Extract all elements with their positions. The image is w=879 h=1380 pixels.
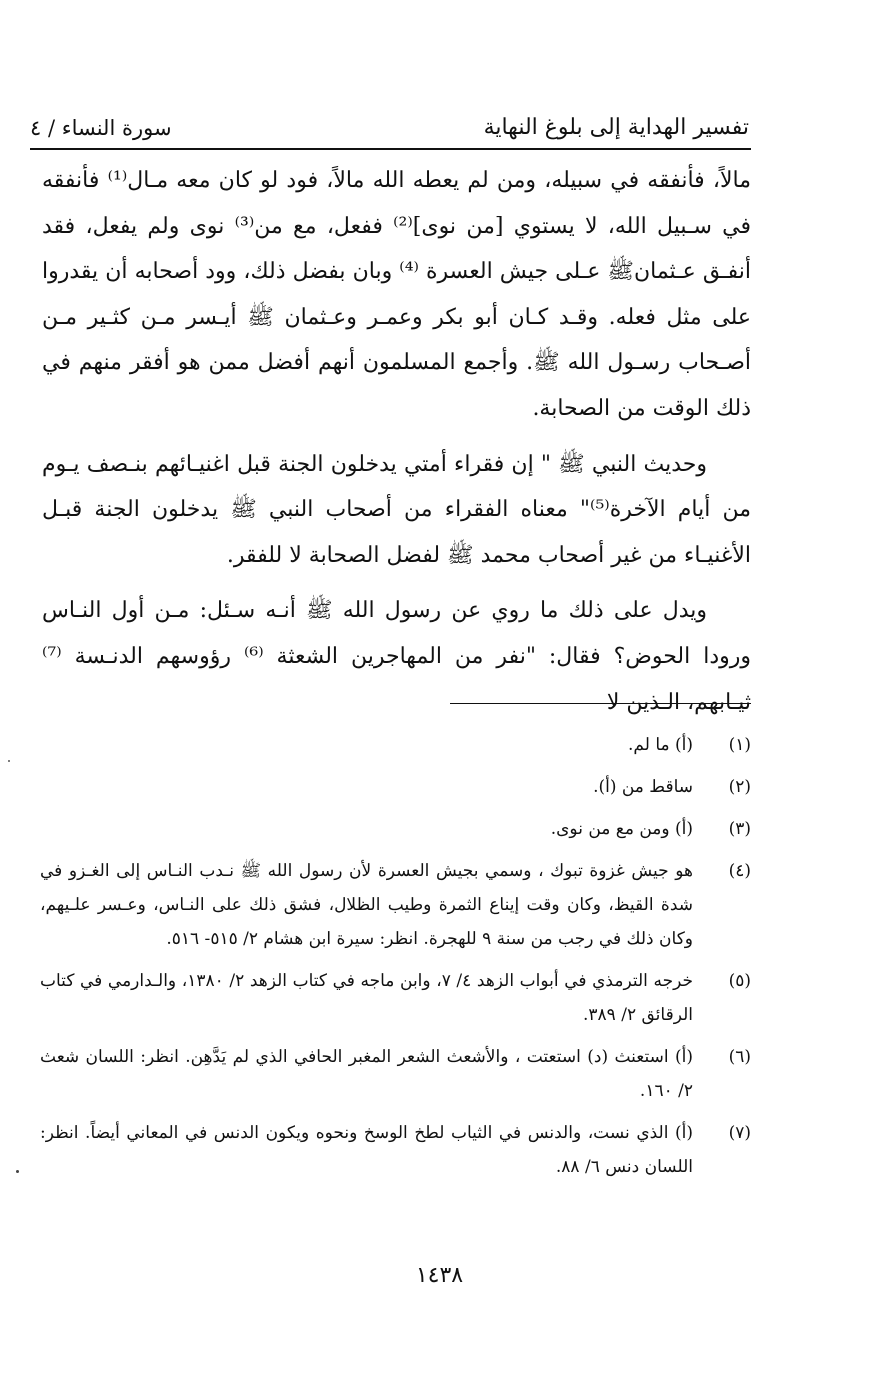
footnote-separator (450, 703, 751, 704)
footnote-number: (٥) (728, 971, 751, 991)
paragraph: ويدل على ذلك ما روي عن رسول الله ﷺ أنـه سـئل: مـن أول النـاس ورودا الحوض؟ فقال: "نفر من المهاجرين الشعثة ⁽⁶⁾ رؤوسهم الدنـسة ⁽⁷⁾ ثيـابهم، الـذين لا (42, 598, 751, 715)
paragraph: مالاً، فأنفقه في سبيله، ومن لم يعطه الله مالاً، فود لو كان معه مـال⁽¹⁾ فأنفقه في سـبيل الله، لا يستوي [من نوى]⁽²⁾ ففعل، مع من⁽³⁾ نوى ولم يفعل، فقد أنفـق عـثمانﷺ عـلى جيش العسرة ⁽⁴⁾ وبان بفضل ذلك، وود أصحابه أن يقدروا على مثل فعله. وقـد كـان أبو بكر وعمـر وعـثمان ﷺ أيـسر مـن كثـير مـن أصـحاب رسـول الله ﷺ. وأجمع المسلمون أنهم أفضل ممن هو أفقر منهم في ذلك الوقت من الصحابة. (42, 168, 752, 421)
footnote-text: خرجه الترمذي في أبواب الزهد ٤/ ٧، وابن ماجه في كتاب الزهد ٢/ ١٣٨٠، والـدارمي في كتاب الرقائق ٢/ ٣٨٩. (40, 971, 693, 1025)
footnote (40, 728, 751, 762)
footnote-number: (٤) (728, 861, 751, 881)
footnote-text: (أ) ما لم. (628, 735, 693, 755)
footnote (40, 770, 751, 804)
footnote-text: (أ) الذي نست، والدنس في الثياب لطخ الوسخ ونحوه ويكون الدنس في المعاني أيضاً. انظر: اللسان دنس ٦/ ٨٨. (40, 1123, 693, 1177)
footnote (40, 1116, 751, 1184)
footnote-text: (أ) استعنث (د) استعتت ، والأشعث الشعر المغبر الحافي الذي لم يَدَّهِن. انظر: اللسان شعث ٢/ ١٦٠. (40, 1047, 693, 1101)
scan-speck (8, 760, 10, 762)
scan-speck (16, 1170, 19, 1173)
footnote-number: (١) (728, 735, 751, 755)
footnote (40, 854, 751, 956)
page-number: ١٤٣٨ (415, 1263, 464, 1288)
paragraph: وحديث النبي ﷺ " إن فقراء أمتي يدخلون الجنة قبل اغنيـائهم بنـصف يـوم من أيام الآخرة⁽⁵⁾" معناه الفقراء من أصحاب النبي ﷺ يدخلون الجنة قبـل الأغنيـاء من غير أصحاب محمد ﷺ لفضل الصحابة لا للفقر. (42, 451, 751, 568)
footnote-number: (٦) (728, 1047, 751, 1067)
main-text (42, 158, 751, 725)
footnote-text: ساقط من (أ). (593, 777, 693, 797)
surah-label: سورة النساء / ٤ (30, 116, 172, 140)
footnotes (40, 728, 751, 1192)
footnote-number: (٢) (728, 777, 751, 797)
running-header (30, 100, 749, 140)
footnote-number: (٧) (728, 1123, 751, 1143)
header-rule (30, 148, 751, 150)
footnote-number: (٣) (728, 819, 751, 839)
footnote (40, 1040, 751, 1108)
footnote-text: (أ) ومن مع من نوى. (550, 819, 693, 839)
footnote-text: هو جيش غزوة تبوك ، وسمي بجيش العسرة لأن رسول الله ﷺ نـدب النـاس إلى الغـزو في شدة القيظ، وكان وقت إيناع الثمرة وطيب الظلال، فشق ذلك على النـاس، وعـسر علـيهم، وكان ذلك في رجب من سنة ٩ للهجرة. انظر: سيرة ابن هشام ٢/ ٥١٥- ٥١٦. (40, 861, 693, 949)
footnote (40, 964, 751, 1032)
book-title: تفسير الهداية إلى بلوغ النهاية (483, 115, 749, 140)
footnote (40, 812, 751, 846)
